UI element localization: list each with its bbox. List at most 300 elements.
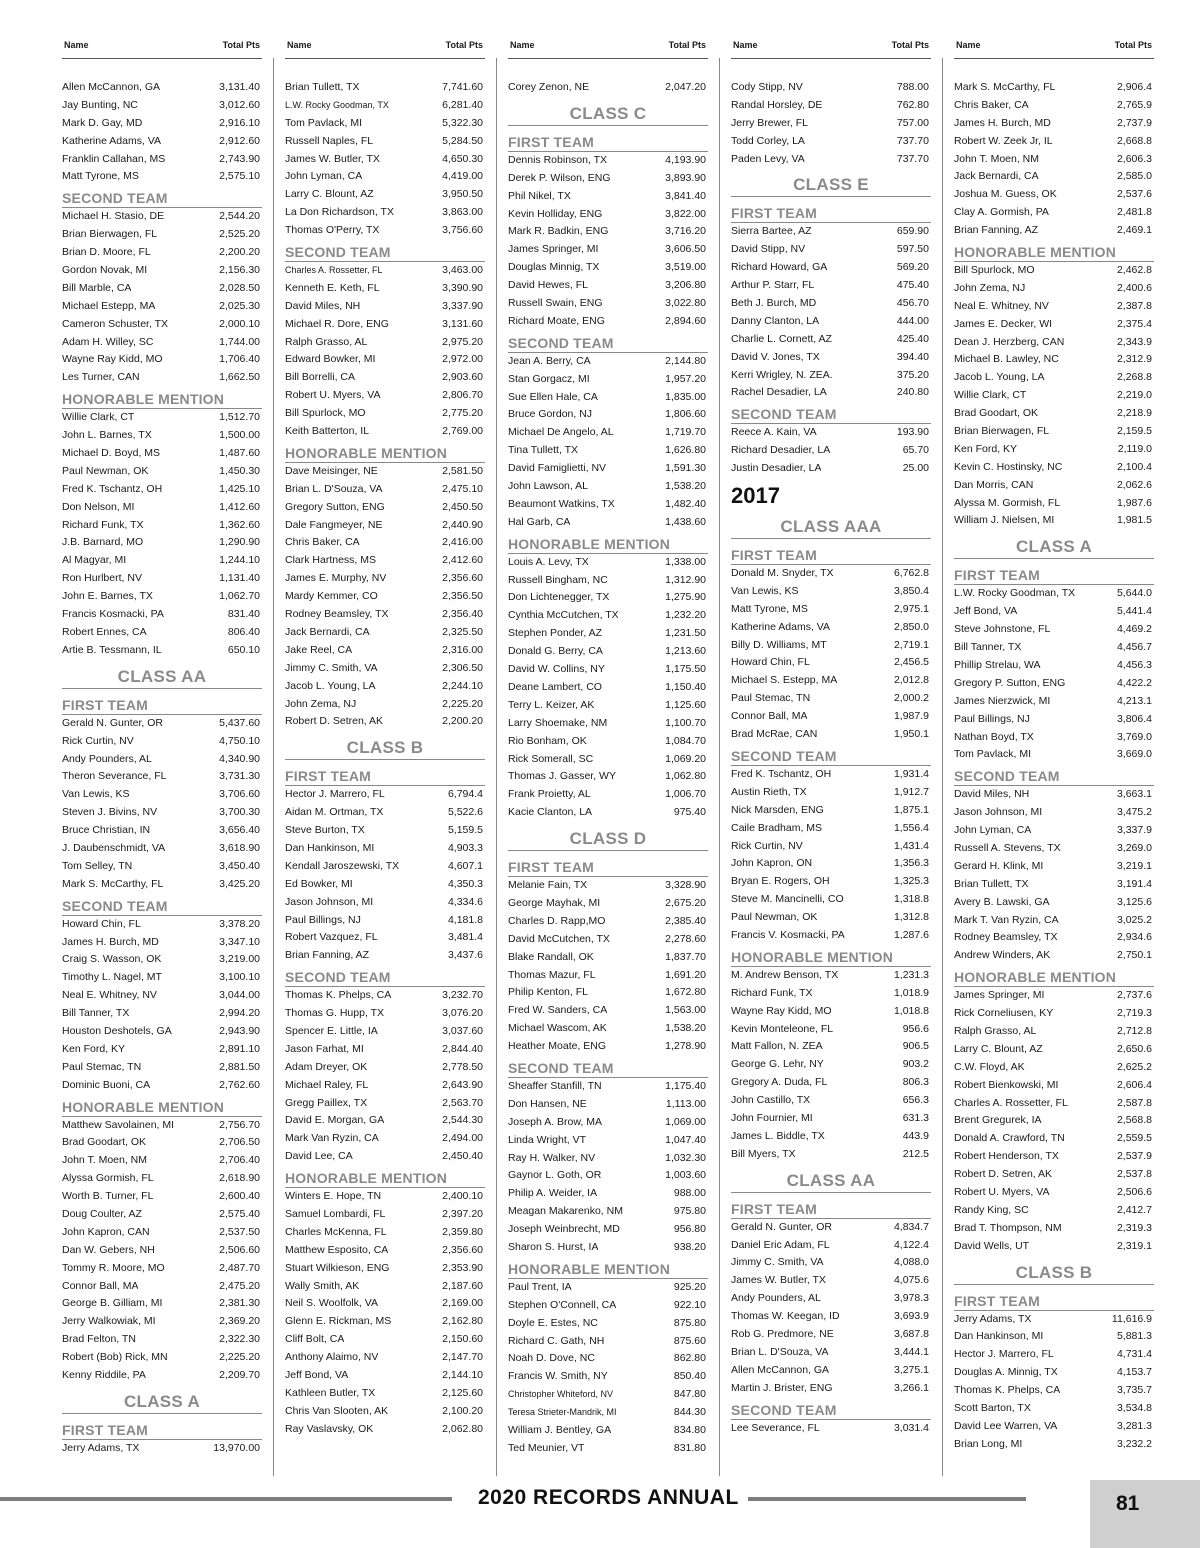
total-points: 2,125.60 <box>442 1386 483 1399</box>
shooter-name: David Lee, CA <box>285 1150 353 1163</box>
shooter-row <box>62 79 262 97</box>
shooter-row <box>731 873 931 891</box>
shooter-row <box>954 603 1154 621</box>
shooter-name: David McCutchen, TX <box>508 932 610 945</box>
team-heading: HONORABLE MENTION <box>285 1168 485 1188</box>
shooter-name: Gerard H. Klink, MI <box>954 859 1044 872</box>
results-column-5 <box>954 40 1154 1454</box>
shooter-row <box>508 277 708 295</box>
shooter-name: Todd Corley, LA <box>731 134 805 147</box>
total-points: 3,450.40 <box>219 859 260 872</box>
total-points: 25.00 <box>902 462 929 475</box>
total-points: 956.6 <box>902 1022 929 1035</box>
shooter-row <box>508 804 708 822</box>
shooter-name: Thomas K. Phelps, CA <box>954 1384 1061 1397</box>
shooter-name: Frank Proietty, AL <box>508 788 591 801</box>
total-points: 2,381.30 <box>219 1297 260 1310</box>
total-points: 1,563.00 <box>665 1004 706 1017</box>
shooter-row <box>508 572 708 590</box>
total-points: 975.80 <box>673 1205 706 1218</box>
shooter-name: George G. Lehr, NY <box>731 1058 824 1071</box>
shooter-row <box>731 708 931 726</box>
shooter-name: Jerry Adams, TX <box>954 1312 1032 1325</box>
shooter-name: Allen McCannon, GA <box>731 1363 830 1376</box>
shooter-row <box>62 1313 262 1331</box>
shooter-row <box>731 1038 931 1056</box>
shooter-name: Robert (Bob) Rick, MN <box>62 1351 168 1364</box>
shooter-name: Matthew Esposito, CA <box>285 1243 389 1256</box>
total-points: 2,416.00 <box>442 536 483 549</box>
shooter-name: Bill Spurlock, MO <box>285 407 366 420</box>
shooter-row <box>731 909 931 927</box>
shooter-name: Wayne Ray Kidd, MO <box>731 1004 832 1017</box>
shooter-row <box>508 1203 708 1221</box>
total-points: 3,022.80 <box>665 297 706 310</box>
shooter-name: Brian Bierwagen, FL <box>954 425 1050 438</box>
total-points: 2,209.70 <box>219 1369 260 1381</box>
shooter-name: Michael B. Lawley, NC <box>954 353 1059 366</box>
total-points: 597.50 <box>896 243 929 256</box>
total-points: 2,200.20 <box>219 246 260 259</box>
shooter-name: Larry C. Blount, AZ <box>285 188 374 201</box>
shooter-row <box>731 1219 931 1237</box>
total-points: 3,337.9 <box>1116 824 1152 837</box>
shooter-name: Brian Fanning, AZ <box>954 224 1039 237</box>
shooter-row <box>954 1005 1154 1023</box>
shooter-name: Rio Bonham, OK <box>508 734 587 747</box>
shooter-row <box>285 822 485 840</box>
shooter-name: Robert Henderson, TX <box>954 1150 1059 1163</box>
shooter-name: Ed Bowker, MI <box>285 877 353 890</box>
team-heading: HONORABLE MENTION <box>508 1259 708 1279</box>
shooter-row <box>62 208 262 226</box>
total-points: 3,534.8 <box>1116 1402 1152 1414</box>
shooter-row <box>954 298 1154 316</box>
shooter-name: Willie Clark, CT <box>954 389 1027 402</box>
total-points: 5,881.3 <box>1116 1330 1152 1343</box>
shooter-row <box>62 570 262 588</box>
shooter-row <box>285 624 485 642</box>
total-points: 2,606.3 <box>1116 152 1152 165</box>
shooter-name: Doug Coulter, AZ <box>62 1207 142 1220</box>
shooter-row <box>954 675 1154 693</box>
shooter-name: Thomas W. Keegan, ID <box>731 1310 840 1323</box>
shooter-row <box>954 459 1154 477</box>
shooter-row <box>731 838 931 856</box>
total-points: 1,150.40 <box>665 680 706 693</box>
shooter-row <box>508 1386 708 1404</box>
shooter-row <box>508 223 708 241</box>
total-points: 3,731.30 <box>219 770 260 783</box>
shooter-name: Rodney Beamsley, TX <box>285 608 389 621</box>
shooter-row <box>62 244 262 262</box>
shooter-name: Charles A. Rossetter, FL <box>954 1096 1068 1109</box>
total-points: 1,706.40 <box>219 353 260 366</box>
shooter-row <box>285 660 485 678</box>
shooter-row <box>731 1362 931 1380</box>
total-points: 2,343.9 <box>1116 335 1152 348</box>
shooter-name: Joshua M. Guess, OK <box>954 188 1057 201</box>
shooter-row <box>731 855 931 873</box>
total-points: 6,762.8 <box>893 567 929 580</box>
total-points: 2,244.10 <box>442 679 483 692</box>
total-points: 2,387.8 <box>1116 299 1152 312</box>
shooter-name: Gregory A. Duda, FL <box>731 1076 828 1089</box>
total-points: 2,544.30 <box>442 1114 483 1127</box>
total-points: 1,362.60 <box>219 518 260 531</box>
shooter-row <box>62 1242 262 1260</box>
shooter-name: Paul Newman, OK <box>62 464 149 477</box>
column-entries <box>62 59 262 1458</box>
total-points: 11,616.9 <box>1111 1312 1152 1325</box>
shooter-name: Van Lewis, KS <box>62 788 130 801</box>
shooter-name: Worth B. Turner, FL <box>62 1190 154 1203</box>
total-points: 2,850.0 <box>893 620 929 633</box>
shooter-row <box>285 222 485 240</box>
shooter-name: Bill Marble, CA <box>62 281 132 294</box>
shooter-row <box>508 152 708 170</box>
shooter-name: Paul Stemac, TN <box>62 1060 142 1073</box>
total-points: 2,643.90 <box>442 1078 483 1091</box>
shooter-name: Mardy Kemmer, CO <box>285 590 378 603</box>
shooter-row <box>954 1436 1154 1454</box>
shooter-row <box>285 1130 485 1148</box>
shooter-name: Sharon S. Hurst, IA <box>508 1240 599 1253</box>
shooter-row <box>954 822 1154 840</box>
shooter-row <box>731 367 931 385</box>
shooter-name: Spencer E. Little, IA <box>285 1024 378 1037</box>
total-points: 2,587.8 <box>1116 1096 1152 1109</box>
total-points: 3,390.90 <box>442 281 483 294</box>
shooter-name: Heather Moate, ENG <box>508 1040 607 1053</box>
shooter-name: Beth J. Burch, MD <box>731 297 817 310</box>
shooter-row <box>508 1279 708 1297</box>
total-points: 2,891.10 <box>219 1042 260 1055</box>
shooter-row <box>285 876 485 894</box>
shooter-row <box>62 624 262 642</box>
team-heading: HONORABLE MENTION <box>62 389 262 409</box>
shooter-row <box>285 387 485 405</box>
shooter-name: Jason Johnson, MI <box>285 895 374 908</box>
shooter-row <box>62 168 262 186</box>
shooter-row <box>285 517 485 535</box>
shooter-name: Jack Bernardi, CA <box>285 625 370 638</box>
shooter-name: James W. Butler, TX <box>285 152 380 165</box>
column-header <box>731 40 931 59</box>
total-points: 2,994.20 <box>219 1007 260 1020</box>
shooter-row <box>731 1254 931 1272</box>
total-points: 2,581.50 <box>442 464 483 477</box>
shooter-name: William J. Nielsen, MI <box>954 514 1055 527</box>
shooter-name: Billy D. Williams, MT <box>731 638 827 651</box>
total-points: 2,306.50 <box>442 661 483 674</box>
total-points: 631.3 <box>902 1111 929 1124</box>
shooter-name: Hector J. Marrero, FL <box>285 788 385 801</box>
total-points: 1,538.20 <box>665 1022 706 1035</box>
shooter-name: Rick Curtin, NV <box>731 839 803 852</box>
shooter-name: Richard Howard, GA <box>731 261 828 274</box>
total-points: 2,225.20 <box>219 1351 260 1364</box>
shooter-name: Kerri Wrigley, N. ZEA. <box>731 368 833 381</box>
total-points: 2,450.40 <box>442 1150 483 1163</box>
shooter-row <box>62 934 262 952</box>
shooter-name: Jay Bunting, NC <box>62 98 138 111</box>
shooter-name: Paden Levy, VA <box>731 152 805 165</box>
total-points: 2,737.6 <box>1116 989 1152 1002</box>
total-points: 2,200.20 <box>442 715 483 728</box>
total-points: 1,450.30 <box>219 464 260 477</box>
shooter-row <box>508 313 708 331</box>
shooter-row <box>508 389 708 407</box>
shooter-name: Michael Raley, FL <box>285 1078 369 1091</box>
team-heading: HONORABLE MENTION <box>954 242 1154 262</box>
shooter-row <box>954 204 1154 222</box>
shooter-name: Tina Tullett, TX <box>508 444 579 457</box>
shooter-name: Wally Smith, AK <box>285 1279 360 1292</box>
shooter-name: Cynthia McCutchen, TX <box>508 609 619 622</box>
total-points: 1,482.40 <box>665 497 706 510</box>
shooter-row <box>731 1110 931 1128</box>
total-points: 1,744.00 <box>219 335 260 348</box>
shooter-row <box>62 298 262 316</box>
total-points: 2,712.8 <box>1116 1024 1152 1037</box>
shooter-row <box>285 481 485 499</box>
shooter-row <box>508 643 708 661</box>
shooter-row <box>954 495 1154 513</box>
shooter-row <box>285 678 485 696</box>
shooter-row <box>731 277 931 295</box>
shooter-row <box>731 460 931 478</box>
total-points: 1,312.8 <box>893 911 929 924</box>
shooter-row <box>508 1185 708 1203</box>
shooter-row <box>62 1152 262 1170</box>
total-points: 1,231.3 <box>893 968 929 981</box>
shooter-row <box>508 733 708 751</box>
total-points: 2,737.9 <box>1116 116 1152 129</box>
shooter-row <box>508 661 708 679</box>
shooter-row <box>954 79 1154 97</box>
total-points: 2,743.90 <box>219 152 260 165</box>
shooter-name: J. Daubenschmidt, VA <box>62 841 166 854</box>
total-points: 1,487.60 <box>219 447 260 460</box>
shooter-row <box>285 1206 485 1224</box>
team-heading: SECOND TEAM <box>62 188 262 208</box>
team-heading: SECOND TEAM <box>508 333 708 353</box>
shooter-row <box>508 1132 708 1150</box>
shooter-name: Gregory Sutton, ENG <box>285 500 385 513</box>
shooter-row <box>508 514 708 532</box>
shooter-name: Deane Lambert, CO <box>508 680 602 693</box>
total-points: 1,062.80 <box>665 770 706 783</box>
total-points: 1,290.90 <box>219 536 260 549</box>
total-points: 4,153.7 <box>1116 1366 1152 1379</box>
shooter-name: Brian Tullett, TX <box>954 877 1029 890</box>
total-points: 806.40 <box>227 625 260 638</box>
shooter-row <box>508 949 708 967</box>
shooter-row <box>731 654 931 672</box>
total-points: 2,975.20 <box>442 335 483 348</box>
total-points: 2,150.60 <box>442 1333 483 1346</box>
shooter-name: Francis Kosmacki, PA <box>62 608 164 621</box>
shooter-row <box>508 931 708 949</box>
shooter-name: Joseph Weinbrecht, MD <box>508 1223 620 1236</box>
team-heading: FIRST TEAM <box>62 695 262 715</box>
total-points: 4,469.2 <box>1116 623 1152 636</box>
total-points: 13,970.00 <box>213 1441 260 1454</box>
shooter-row <box>954 929 1154 947</box>
total-points: 2,537.8 <box>1116 1168 1152 1181</box>
shooter-row <box>508 1315 708 1333</box>
total-points: 4,456.3 <box>1116 658 1152 671</box>
shooter-row <box>62 1295 262 1313</box>
total-points: 6,794.4 <box>447 788 483 801</box>
total-points: 2,450.50 <box>442 500 483 513</box>
shooter-name: Andy Pounders, AL <box>731 1292 821 1305</box>
shooter-row <box>731 891 931 909</box>
total-points: 3,337.90 <box>442 299 483 312</box>
total-points: 2,356.40 <box>442 608 483 621</box>
team-heading: FIRST TEAM <box>285 766 485 786</box>
column-entries <box>285 59 485 1439</box>
shooter-name: Kevin Monteleone, FL <box>731 1022 834 1035</box>
shooter-name: Brad T. Thompson, NM <box>954 1221 1062 1234</box>
total-points: 1,672.80 <box>665 986 706 999</box>
total-points: 4,903.3 <box>447 841 483 854</box>
shooter-row <box>731 1074 931 1092</box>
shooter-row <box>285 186 485 204</box>
total-points: 2,972.00 <box>442 353 483 366</box>
shooter-name: Tom Pavlack, MI <box>954 748 1032 761</box>
shooter-row <box>731 619 931 637</box>
shooter-name: Robert U. Myers, VA <box>285 389 381 402</box>
team-heading: FIRST TEAM <box>731 545 931 565</box>
shooter-row <box>285 987 485 1005</box>
total-points: 844.30 <box>673 1406 706 1419</box>
total-points: 1,018.9 <box>893 986 929 999</box>
shooter-row <box>62 951 262 969</box>
shooter-row <box>62 1005 262 1023</box>
shooter-name: Houston Deshotels, GA <box>62 1024 172 1037</box>
total-points: 2,706.50 <box>219 1136 260 1149</box>
total-points: 2,156.30 <box>219 264 260 277</box>
shooter-name: Fred K. Tschantz, OH <box>731 767 832 780</box>
shooter-row <box>508 607 708 625</box>
shooter-name: Jack Bernardi, CA <box>954 170 1039 183</box>
shooter-row <box>285 1023 485 1041</box>
shooter-name: Lee Severance, FL <box>731 1421 820 1434</box>
shooter-name: Matt Tyrone, MS <box>62 170 139 183</box>
shooter-name: Russell A. Stevens, TX <box>954 841 1061 854</box>
total-points: 1,213.60 <box>665 645 706 658</box>
team-heading: SECOND TEAM <box>954 766 1154 786</box>
shooter-name: Jason Farhat, MI <box>285 1042 364 1055</box>
total-points: 2,397.20 <box>442 1207 483 1220</box>
shooter-name: Robert Ennes, CA <box>62 625 147 638</box>
total-points: 1,931.4 <box>893 767 929 780</box>
total-points: 2,606.4 <box>1116 1078 1152 1091</box>
shooter-row <box>508 206 708 224</box>
shooter-row <box>285 97 485 115</box>
shooter-row <box>508 496 708 514</box>
total-points: 1,069.20 <box>665 752 706 765</box>
total-points: 4,422.2 <box>1116 676 1152 689</box>
total-points: 2,159.5 <box>1116 425 1152 438</box>
shooter-name: Bill Tanner, TX <box>954 641 1022 654</box>
shooter-row <box>954 840 1154 858</box>
shooter-row <box>285 804 485 822</box>
column-header <box>954 40 1154 59</box>
shooter-row <box>285 1295 485 1313</box>
shooter-row <box>285 606 485 624</box>
shooter-name: Brian Long, MI <box>954 1437 1023 1450</box>
total-points: 2,706.40 <box>219 1154 260 1167</box>
shooter-row <box>62 1349 262 1367</box>
total-points: 3,131.40 <box>219 81 260 93</box>
shooter-row <box>285 115 485 133</box>
shooter-row <box>285 786 485 804</box>
total-points: 4,750.10 <box>219 734 260 747</box>
shooter-row <box>731 331 931 349</box>
shooter-name: Caile Bradham, MS <box>731 821 823 834</box>
team-heading: FIRST TEAM <box>731 1199 931 1219</box>
shooter-name: Paul Stemac, TN <box>731 692 811 705</box>
shooter-row <box>62 316 262 334</box>
shooter-name: David W. Collins, NY <box>508 663 605 676</box>
shooter-name: Dominic Buoni, CA <box>62 1078 151 1091</box>
column-entries <box>954 59 1154 1454</box>
shooter-row <box>508 786 708 804</box>
shooter-name: Gerald N. Gunter, OR <box>62 716 163 729</box>
total-points: 1,231.50 <box>665 627 706 640</box>
total-points: 3,425.20 <box>219 877 260 890</box>
shooter-name: Adam Dreyer, OK <box>285 1060 368 1073</box>
total-points: 875.60 <box>673 1334 706 1347</box>
total-points: 975.40 <box>673 806 706 819</box>
shooter-name: Thomas G. Hupp, TX <box>285 1007 385 1020</box>
total-points: 3,706.60 <box>219 788 260 801</box>
total-points: 3,232.70 <box>442 989 483 1002</box>
total-points: 5,522.6 <box>447 806 483 819</box>
shooter-name: Alyssa M. Gormish, FL <box>954 496 1061 509</box>
shooter-row <box>508 984 708 1002</box>
shooter-row <box>62 481 262 499</box>
shooter-name: Fred W. Sanders, CA <box>508 1004 608 1017</box>
shooter-name: Ken Ford, KY <box>954 442 1018 455</box>
shooter-row <box>285 1224 485 1242</box>
shooter-name: Charlie L. Cornett, AZ <box>731 332 832 345</box>
shooter-row <box>731 601 931 619</box>
total-points: 3,275.1 <box>893 1363 929 1376</box>
total-points: 1,125.60 <box>665 698 706 711</box>
total-points: 2,934.6 <box>1116 931 1152 944</box>
total-points: 3,756.60 <box>442 224 483 237</box>
total-points: 2,537.6 <box>1116 188 1152 201</box>
total-points: 4,181.8 <box>447 913 483 926</box>
shooter-name: Scott Barton, TX <box>954 1402 1031 1414</box>
total-points: 2,319.1 <box>1116 1239 1152 1252</box>
team-heading: FIRST TEAM <box>508 132 708 152</box>
shooter-name: Gaynor L. Goth, OR <box>508 1169 602 1182</box>
shooter-name: Mark R. Badkin, ENG <box>508 225 609 238</box>
total-points: 2,353.90 <box>442 1261 483 1274</box>
shooter-name: Jacob L. Young, LA <box>285 679 376 692</box>
total-points: 1,425.10 <box>219 482 260 495</box>
shooter-name: David Famiglietti, NV <box>508 462 607 475</box>
shooter-name: Fred K. Tschantz, OH <box>62 482 163 495</box>
shooter-name: Al Magyar, MI <box>62 554 127 567</box>
shooter-row <box>954 1148 1154 1166</box>
shooter-name: Van Lewis, KS <box>731 584 799 597</box>
